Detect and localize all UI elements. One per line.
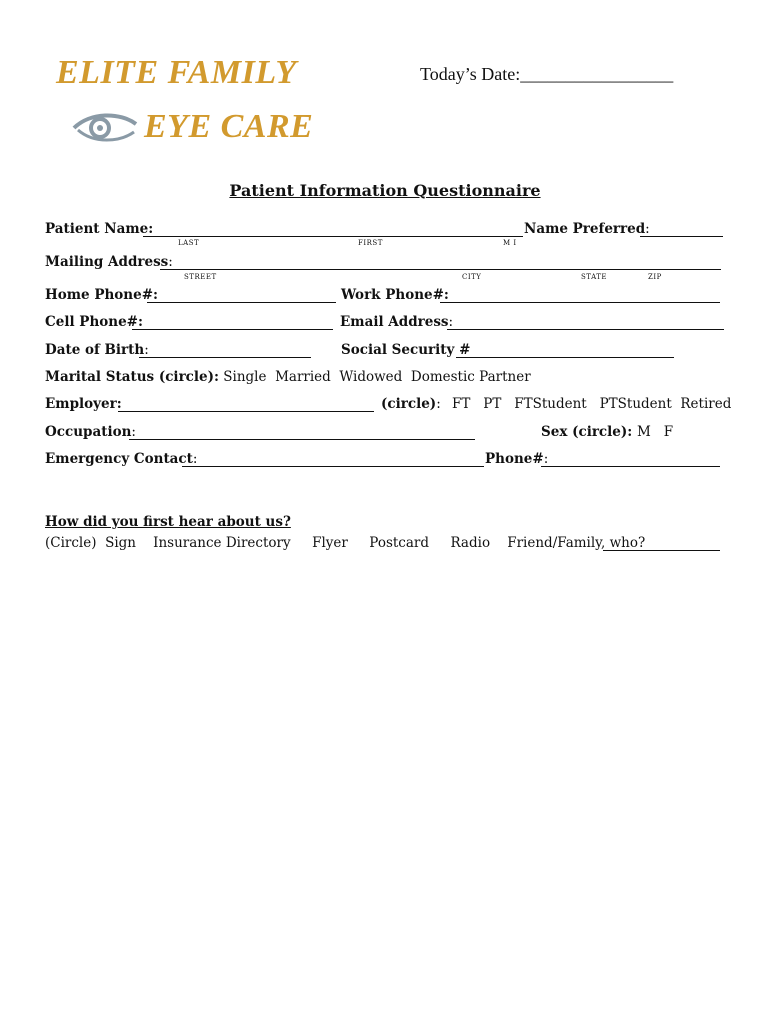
referral-who-field[interactable] — [603, 550, 720, 551]
date-of-birth-field[interactable] — [139, 357, 311, 358]
colon: : — [645, 221, 650, 237]
colon: : — [448, 314, 454, 330]
colon: : — [543, 451, 549, 467]
date-of-birth-label: Date of Birth — [45, 342, 145, 358]
name-preferred-field[interactable] — [640, 236, 723, 237]
eye-icon — [70, 110, 140, 146]
sub-label-last: LAST — [178, 239, 200, 247]
emergency-phone-label: Phone# — [485, 451, 544, 467]
patient-name-field[interactable] — [143, 236, 523, 237]
colon: : — [192, 451, 198, 467]
work-phone-label: Work Phone#: — [341, 287, 449, 303]
marital-status-options[interactable]: Single Married Widowed Domestic Partner — [223, 369, 531, 385]
sub-label-street: STREET — [184, 273, 217, 281]
social-security-label: Social Security # — [341, 342, 471, 358]
cell-phone-field[interactable] — [132, 329, 333, 330]
occupation-label: Occupation — [45, 424, 132, 440]
social-security-field[interactable] — [456, 357, 674, 358]
sex-options[interactable]: M F — [637, 424, 674, 440]
home-phone-label: Home Phone#: — [45, 287, 159, 303]
page-title: Patient Information Questionnaire — [229, 181, 541, 200]
employer-field[interactable] — [118, 411, 374, 412]
employer-label: Employer: — [45, 396, 122, 412]
emergency-contact-field[interactable] — [182, 466, 484, 467]
marital-status-label: Marital Status (circle): — [45, 369, 219, 385]
colon: : — [436, 396, 441, 412]
todays-date-label: Today’s Date:_________________ — [420, 64, 674, 84]
email-address-label: Email Address — [340, 314, 449, 330]
colon: : — [144, 342, 149, 358]
logo-text-line1: ELITE FAMILY — [56, 54, 297, 91]
sub-label-mi: M I — [503, 239, 517, 247]
sub-label-first: FIRST — [358, 239, 383, 247]
patient-name-label: Patient Name: — [45, 221, 154, 237]
email-address-field[interactable] — [447, 329, 724, 330]
mailing-address-field[interactable] — [160, 269, 721, 270]
hear-about-options[interactable]: (Circle) Sign Insurance Directory Flyer Postcard Radio Friend/Family, who? — [45, 535, 646, 551]
sub-label-city: CITY — [462, 273, 482, 281]
logo-text-line2: EYE CARE — [144, 108, 314, 145]
home-phone-field[interactable] — [147, 302, 336, 303]
emergency-phone-field[interactable] — [541, 466, 720, 467]
sub-label-zip: ZIP — [648, 273, 662, 281]
mailing-address-label: Mailing Address — [45, 254, 169, 270]
logo — [50, 50, 330, 155]
name-preferred-label: Name Preferred — [524, 221, 646, 237]
employment-circle-label: (circle) — [381, 396, 437, 412]
colon: : — [131, 424, 136, 440]
work-phone-field[interactable] — [440, 302, 720, 303]
cell-phone-label: Cell Phone#: — [45, 314, 143, 330]
sex-circle-label: Sex (circle): — [541, 424, 633, 440]
hear-about-heading: How did you first hear about us? — [45, 514, 291, 530]
occupation-field[interactable] — [129, 439, 475, 440]
employment-options[interactable]: FT PT FTStudent PTStudent Retired — [452, 396, 732, 412]
colon: : — [168, 254, 173, 270]
sub-label-state: STATE — [581, 273, 608, 281]
emergency-contact-label: Emergency Contact — [45, 451, 193, 467]
